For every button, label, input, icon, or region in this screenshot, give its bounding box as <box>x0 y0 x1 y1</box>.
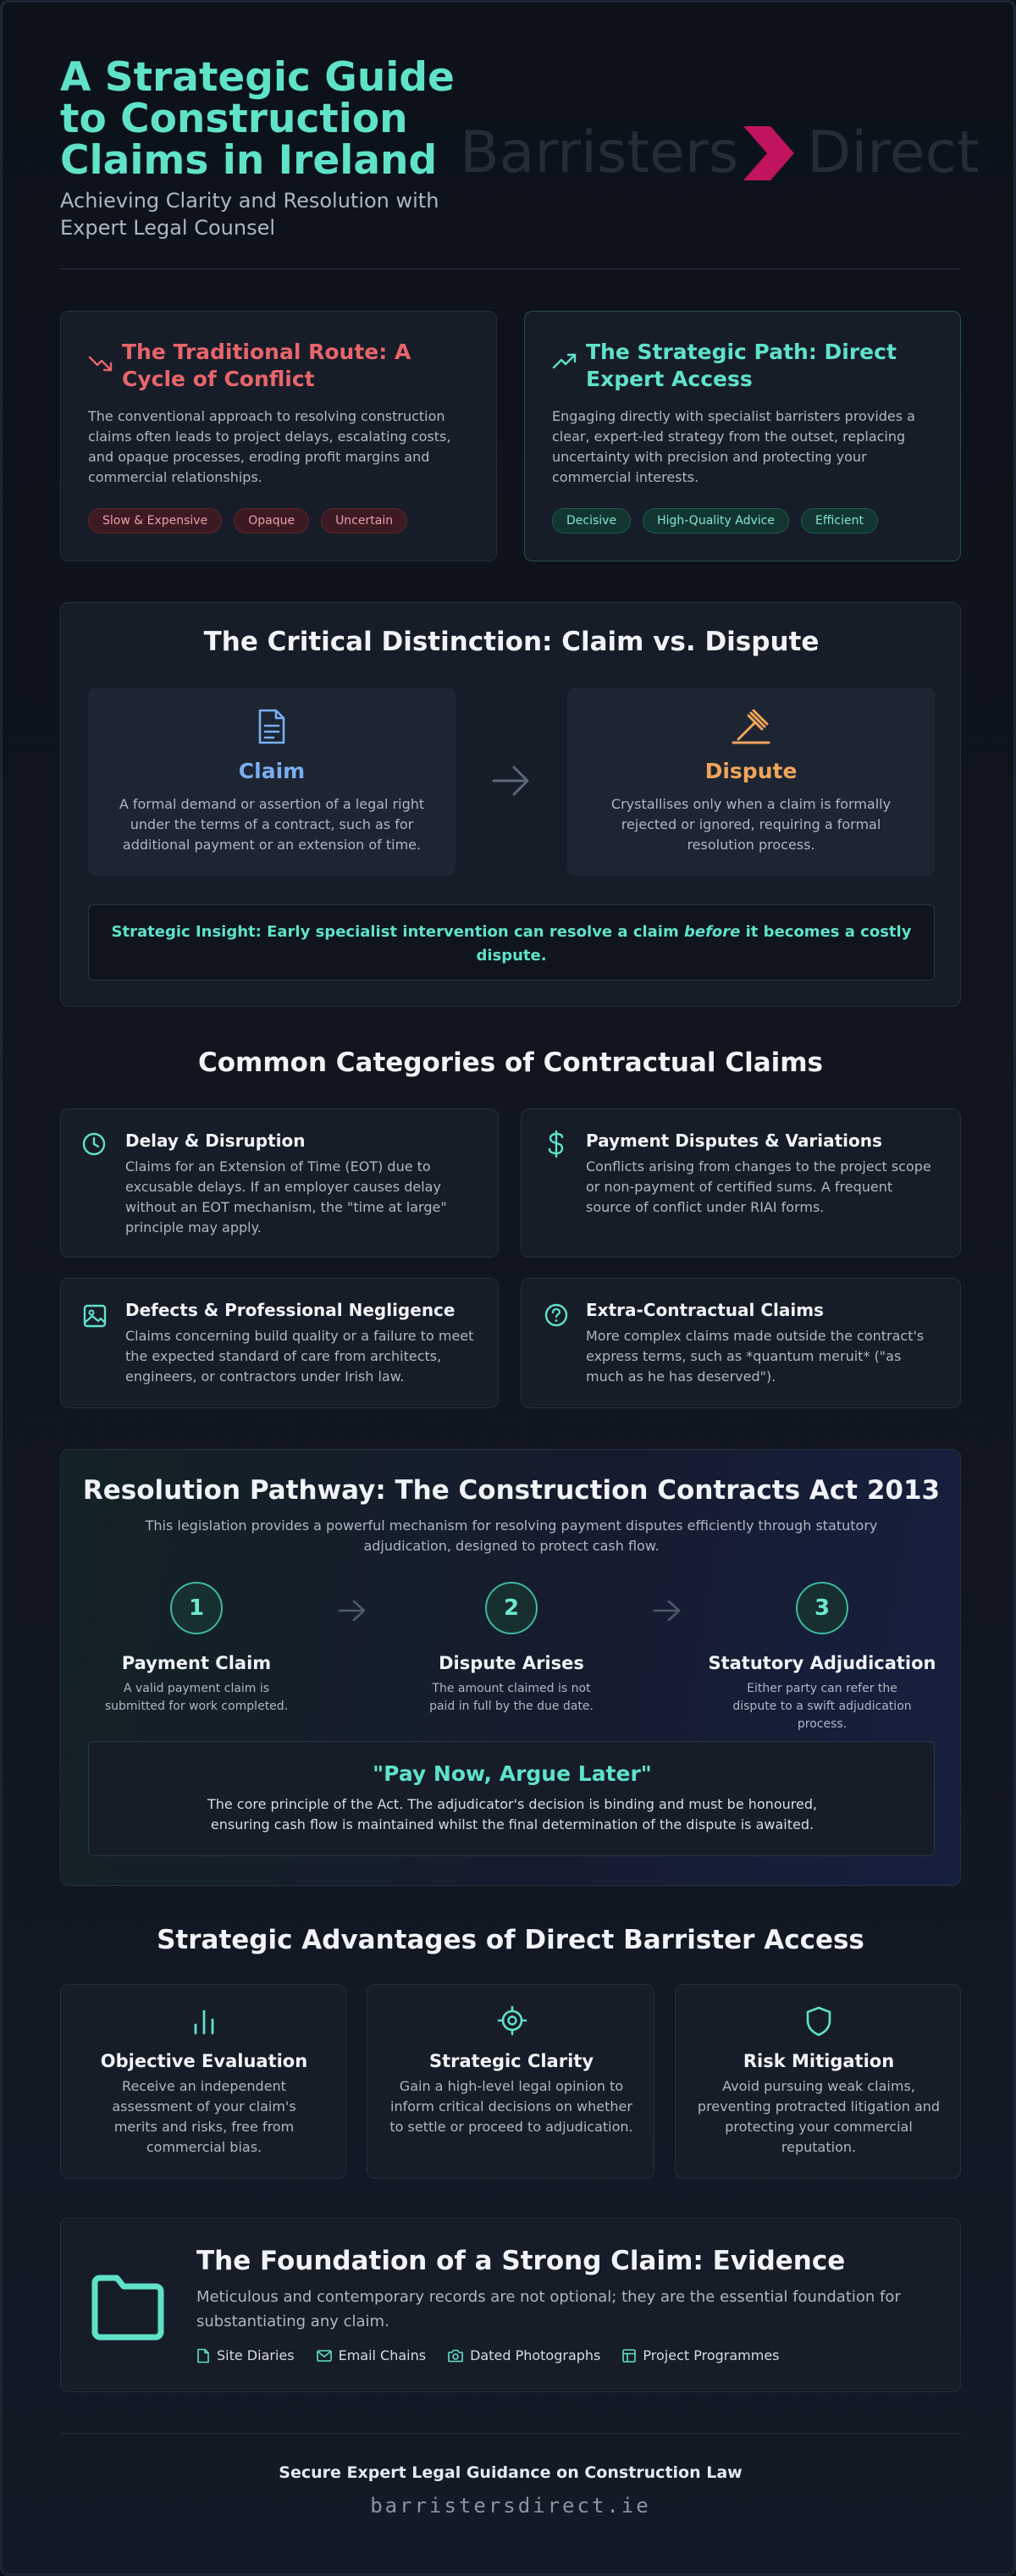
file-icon <box>196 2348 210 2363</box>
traditional-route-text: The conventional approach to resolving construction claims often leads to project delays, escalating costs, and opaque processes, eroding profit margins and commercial relationships. <box>88 408 451 485</box>
advantage-card-objective <box>60 1984 346 2179</box>
advantage-text: Avoid pursuing weak claims, preventing protracted litigation and protecting your commercial reputation. <box>697 2078 941 2155</box>
page-title: A Strategic Guide to Construction Claims in Ireland <box>60 54 455 184</box>
trending-down-icon <box>88 354 113 373</box>
strategic-path-card <box>524 311 961 561</box>
principle-box <box>88 1741 935 1856</box>
evidence-item-label: Project Programmes <box>643 2347 780 2363</box>
claim-text: A formal demand or assertion of a legal right under the terms of a contract, such as for additional payment or an extension of time. <box>119 796 425 853</box>
camera-icon <box>448 2349 463 2363</box>
arrow-right-icon <box>337 1599 367 1622</box>
insight-text: Strategic Insight: Early specialist intervention can resolve a claim <box>111 923 684 941</box>
footer-website-link[interactable]: barristersdirect.ie <box>370 2494 651 2518</box>
strategic-insight <box>88 904 935 981</box>
step-title: Statutory Adjudication <box>708 1653 936 1673</box>
distinction-section <box>60 602 961 1007</box>
evidence-item <box>448 2347 600 2363</box>
tag-efficient: Efficient <box>801 508 878 533</box>
trending-up-icon <box>552 352 577 371</box>
evidence-list <box>196 2347 941 2363</box>
strategic-path-text: Engaging directly with specialist barristers provides a clear, expert-led strategy from the outset, replacing uncertainty with precision and protecting your commercial interests. <box>552 408 915 485</box>
dollar-icon <box>547 1130 566 1158</box>
category-title: Delay & Disruption <box>125 1130 306 1151</box>
strategic-path-title: The Strategic Path: Direct Expert Access <box>586 340 897 391</box>
clock-icon <box>81 1131 107 1157</box>
shield-icon <box>805 2005 832 2037</box>
tag-slow-expensive: Slow & Expensive <box>88 508 222 533</box>
evidence-item-label: Email Chains <box>338 2347 427 2363</box>
tag-opaque: Opaque <box>234 508 309 533</box>
category-card-defects <box>60 1278 499 1408</box>
document-icon <box>257 708 286 745</box>
advantage-card-clarity <box>367 1984 654 2179</box>
image-icon <box>83 1304 107 1328</box>
step-title: Dispute Arises <box>439 1653 584 1673</box>
footer-divider <box>60 2433 961 2434</box>
page-subtitle: Achieving Clarity and Resolution with Expert Legal Counsel <box>60 189 439 240</box>
logo-text-left: Barristers <box>460 119 739 186</box>
traditional-route-tags <box>88 508 478 533</box>
dispute-text: Crystallises only when a claim is formally rejected or ignored, requiring a formal resolution process. <box>610 796 892 853</box>
evidence-item <box>196 2347 295 2363</box>
category-text: Claims concerning build quality or a failure to meet the expected standard of care from architects, engineers, or contractors under Irish law. <box>125 1328 474 1385</box>
evidence-item-label: Site Diaries <box>217 2347 295 2363</box>
category-card-delay <box>60 1108 499 1258</box>
claim-card <box>88 688 456 876</box>
arrow-right-icon <box>490 764 533 798</box>
claim-title: Claim <box>238 759 306 783</box>
target-icon <box>497 2005 527 2036</box>
evidence-item <box>317 2347 427 2363</box>
category-text: More complex claims made outside the contract's express terms, such as *quantum meruit* ("as much as he has deserved"). <box>586 1328 925 1385</box>
step-number: 1 <box>170 1582 223 1634</box>
layout-icon <box>622 2349 636 2363</box>
evidence-text: Meticulous and contemporary records are not optional; they are the essential foundation for substantiating any claim. <box>196 2288 901 2330</box>
tag-high-quality-advice: High-Quality Advice <box>643 508 789 533</box>
question-icon <box>544 1302 569 1328</box>
advantage-text: Gain a high-level legal opinion to inform critical decisions on whether to settle or proceed to adjudication. <box>389 2078 633 2135</box>
category-title: Defects & Professional Negligence <box>125 1300 456 1320</box>
tag-decisive: Decisive <box>552 508 631 533</box>
evidence-title: The Foundation of a Strong Claim: Evidence <box>196 2246 846 2276</box>
category-title: Extra-Contractual Claims <box>586 1300 824 1320</box>
arrow-right-icon <box>652 1599 682 1622</box>
category-title: Payment Disputes & Variations <box>586 1130 882 1151</box>
advantage-text: Receive an independent assessment of your claim's merits and risks, free from commercial bias. <box>112 2078 296 2155</box>
chevron-right-icon <box>735 121 799 185</box>
traditional-route-card <box>60 311 497 561</box>
insight-emphasis: before <box>684 923 741 941</box>
step-number: 3 <box>796 1582 848 1634</box>
advantage-title: Strategic Clarity <box>428 2051 594 2071</box>
category-card-extra-contractual <box>521 1278 961 1408</box>
pathway-intro: This legislation provides a powerful mechanism for resolving payment disputes efficiently through statutory adjudication, designed to protect cash flow. <box>145 1517 878 1554</box>
category-text: Claims for an Extension of Time (EOT) due to excusable delays. If an employer causes delay without an EOT mechanism, the "time at large" principle may apply. <box>125 1158 447 1235</box>
step-number: 2 <box>485 1582 538 1634</box>
step-text: Either party can refer the dispute to a swift adjudication process. <box>732 1682 912 1731</box>
folder-icon <box>90 2273 166 2342</box>
resolution-pathway-section <box>60 1449 961 1886</box>
advantages-title: Strategic Advantages of Direct Barrister Access <box>157 1925 864 1955</box>
step-text: A valid payment claim is submitted for work completed. <box>104 1682 289 1713</box>
advantage-title: Risk Mitigation <box>743 2051 895 2071</box>
evidence-section <box>60 2218 961 2392</box>
advantage-title: Objective Evaluation <box>100 2051 308 2071</box>
gavel-icon <box>730 708 772 745</box>
logo-text-right: Direct <box>807 119 980 186</box>
distinction-title: The Critical Distinction: Claim vs. Dispute <box>203 627 820 657</box>
dispute-title: Dispute <box>704 759 798 783</box>
pathway-title: Resolution Pathway: The Construction Contracts Act 2013 <box>82 1475 941 1506</box>
divider <box>60 268 961 269</box>
evidence-item <box>622 2347 779 2363</box>
strategic-path-tags <box>552 508 941 533</box>
dispute-card <box>567 688 935 876</box>
category-text: Conflicts arising from changes to the project scope or non-payment of certified sums. A frequent source of conflict under RIAI forms. <box>586 1158 931 1215</box>
chart-bars-icon <box>191 2007 217 2036</box>
mail-icon <box>317 2350 332 2362</box>
advantage-card-risk <box>675 1984 961 2179</box>
category-card-payment <box>521 1108 961 1258</box>
insight-text-end: it becomes a costly dispute. <box>476 923 912 965</box>
categories-title: Common Categories of Contractual Claims <box>198 1048 823 1078</box>
tag-uncertain: Uncertain <box>321 508 407 533</box>
brand-logo <box>460 118 980 189</box>
principle-text: The core principle of the Act. The adjudicator's decision is binding and must be honoured, ensuring cash flow is maintained whilst the final determination of the dispute is awaited. <box>207 1796 818 1832</box>
traditional-route-title: The Traditional Route: A Cycle of Conflict <box>122 340 411 391</box>
evidence-item-label: Dated Photographs <box>470 2347 601 2363</box>
principle-title: "Pay Now, Argue Later" <box>373 1761 652 1786</box>
step-title: Payment Claim <box>121 1653 272 1673</box>
step-text: The amount claimed is not paid in full by the due date. <box>429 1682 594 1713</box>
footer-tagline: Secure Expert Legal Guidance on Construction Law <box>279 2463 743 2482</box>
